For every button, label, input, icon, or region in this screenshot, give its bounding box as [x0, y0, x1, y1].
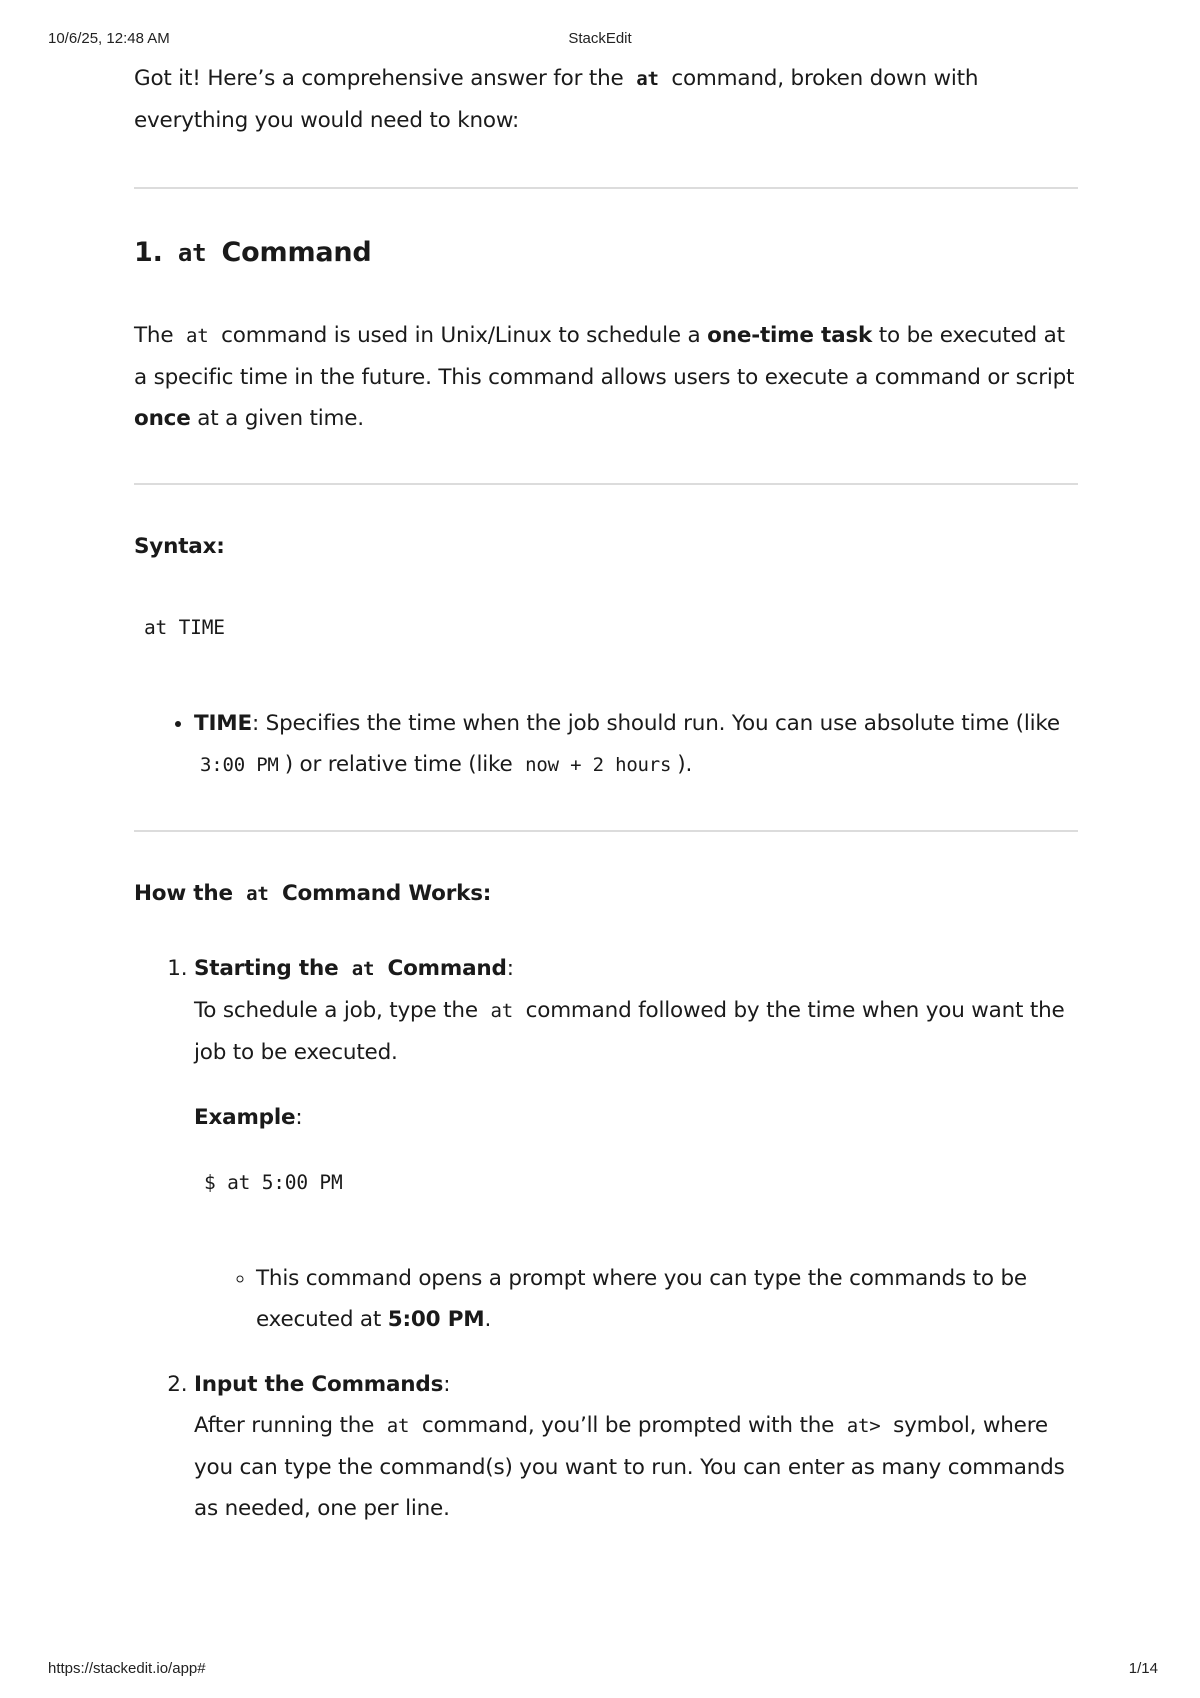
how-heading-text-2: Command Works: [274, 881, 492, 906]
example-label [194, 1097, 1078, 1138]
divider [134, 483, 1078, 485]
divider [134, 830, 1078, 832]
example-label-text: Example [194, 1105, 296, 1130]
bullet-text-3: ). [677, 752, 693, 777]
intro-text-1: Got it! Here’s a comprehensive answer for the [134, 66, 631, 91]
footer-url: https://stackedit.io/app# [48, 1660, 206, 1677]
desc-text-4: at a given time. [190, 406, 364, 431]
desc-code: at [186, 325, 209, 347]
section-heading [134, 235, 1078, 271]
bullet-code-1: 3:00 PM [200, 754, 279, 776]
step2-colon: : [443, 1372, 451, 1397]
step1-colon: : [506, 956, 514, 981]
step2-code-1: at [386, 1415, 410, 1437]
example-sub-list [194, 1258, 1078, 1340]
list-item [194, 1364, 1078, 1529]
document-content [134, 58, 1078, 1529]
print-app-title: StackEdit [568, 30, 632, 47]
intro-text-2: command, broken down with everything you would need to know: [134, 66, 979, 133]
list-item [194, 703, 1078, 786]
step2-code-2: at> [846, 1415, 881, 1437]
desc-bold-2: once [134, 406, 191, 431]
step2-text-1: After running the [194, 1413, 381, 1438]
desc-text-1: The [134, 323, 181, 348]
section-heading-code: at [177, 239, 207, 267]
example-code-block: $ at 5:00 PM [204, 1171, 343, 1194]
step2-title: Input the Commands [194, 1372, 444, 1397]
step1-text-2: command followed by the time when you want the job to be executed. [194, 998, 1065, 1065]
syntax-code-block: at TIME [144, 616, 225, 639]
page-number: 1/14 [1128, 1660, 1158, 1677]
syntax-bullet-list [134, 703, 1078, 786]
list-item [256, 1258, 1078, 1340]
sub-text-1: This command opens a prompt where you can type the commands to be executed at [256, 1266, 1027, 1332]
step2-text-3: symbol, where you can type the command(s) you want to run. You can enter as many commands as needed, one per line. [194, 1413, 1065, 1521]
bullet-code-2: now + 2 hours [525, 754, 672, 776]
bullet-text-1: : Specifies the time when the job should run. You can use absolute time (like [251, 711, 1060, 736]
sub-text-2: . [484, 1307, 492, 1332]
divider [134, 187, 1078, 189]
desc-text-2: command is used in Unix/Linux to schedule a [214, 323, 708, 348]
section-number: 1. [134, 237, 172, 268]
how-heading-code: at [246, 883, 269, 905]
bullet-term: TIME [194, 711, 252, 736]
syntax-heading: Syntax: [134, 534, 225, 559]
step1-title-text-1: Starting the [194, 956, 346, 981]
step1-title-code: at [351, 958, 375, 980]
section-title: Command [212, 237, 372, 268]
desc-text-3: to be executed at a specific time in the future. This command allows users to execute a command or script [134, 323, 1075, 390]
desc-bold-1: one-time task [707, 323, 873, 348]
example-colon: : [295, 1105, 303, 1130]
description-paragraph [134, 315, 1078, 439]
steps-list [134, 948, 1078, 1529]
intro-code: at [636, 68, 659, 90]
step1-text-1: To schedule a job, type the [194, 998, 485, 1023]
step1-title-text-2: Command [380, 956, 507, 981]
intro-paragraph [134, 58, 1078, 141]
list-item [194, 948, 1078, 1340]
how-heading [134, 876, 1078, 912]
step1-code: at [490, 1000, 513, 1022]
print-datetime: 10/6/25, 12:48 AM [48, 30, 170, 47]
how-heading-text-1: How the [134, 881, 241, 906]
bullet-text-2: ) or relative time (like [284, 752, 520, 777]
step2-text-2: command, you’ll be prompted with the [415, 1413, 841, 1438]
sub-bold: 5:00 PM [387, 1307, 485, 1332]
